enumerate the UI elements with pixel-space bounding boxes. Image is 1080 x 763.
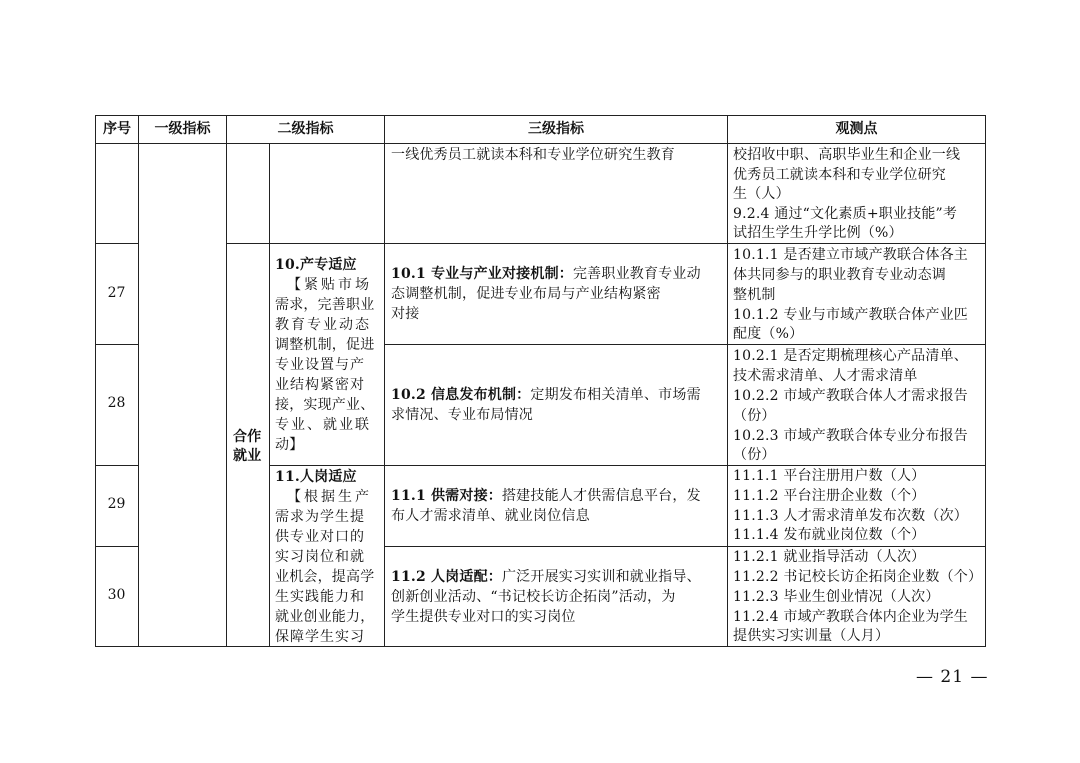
- page-number: — 21 —: [916, 667, 989, 687]
- obs-line: 11.2.3 毕业生创业情况（人次）: [733, 589, 940, 605]
- obs-line: 11.1.3 人才需求清单发布次数（次）: [733, 508, 968, 524]
- table-border-bottom: [95, 646, 986, 647]
- level2-11-line: 供专业对口的: [275, 529, 365, 545]
- level3-title: 10.1 专业与产业对接机制：: [391, 266, 573, 282]
- level3-line: 求情况、专业布局情况: [391, 407, 533, 423]
- header-observation: 观测点: [835, 121, 878, 137]
- level3-text: 完善职业教育专业动: [572, 266, 701, 282]
- level3-line: 态调整机制，促进专业布局与产业结构紧密: [391, 286, 661, 302]
- row-seq: 29: [107, 496, 126, 512]
- obs-line: 10.2.3 市域产教联合体专业分布报告: [733, 428, 968, 444]
- level2-10-line: 接，实现产业、: [275, 397, 375, 413]
- row-seq: 27: [107, 285, 126, 301]
- obs-line: 提供实习实训量（人月）: [733, 628, 890, 644]
- level2-11-line: 就业创业能力，: [275, 609, 375, 625]
- obs-line: 10.2.1 是否定期梳理核心产品清单、: [733, 348, 968, 364]
- obs-line: 11.2.1 就业指导活动（人次）: [733, 549, 926, 565]
- col-divider: [226, 115, 227, 647]
- level2-11-line: 需求为学生提: [275, 509, 365, 525]
- level2-11-line: 【根据生产: [287, 489, 372, 505]
- continued-obs-line: 优秀员工就读本科和专业学位研究: [733, 167, 946, 183]
- level2-10-line: 调整机制，促进: [275, 337, 375, 353]
- level2-10-line: 需求，完善职业: [275, 297, 375, 313]
- header-level2: 二级指标: [277, 121, 334, 137]
- level2-10-line: 【紧贴市场: [287, 277, 372, 293]
- level3-line: [391, 385, 701, 405]
- row-divider: [95, 465, 138, 466]
- obs-line: （份）: [733, 447, 776, 463]
- continued-obs-line: 9.2.4 通过“文化素质+职业技能”考: [733, 206, 958, 222]
- obs-line: 技术需求清单、人才需求清单: [733, 368, 918, 384]
- level3-text: 搭建技能人才供需信息平台，发: [501, 488, 701, 504]
- continued-obs-line: 生（人）: [733, 186, 790, 202]
- level3-line: 创新创业活动、“书记校长访企拓岗”活动，为: [391, 589, 676, 605]
- row-divider: [226, 243, 986, 244]
- obs-line: 10.1.2 专业与市域产教联合体产业匹: [733, 307, 968, 323]
- level2-10-title: 10.产专适应: [275, 257, 357, 273]
- level3-line: 布人才需求清单、就业岗位信息: [391, 508, 590, 524]
- row-divider: [95, 344, 138, 345]
- continued-obs-line: 试招生学生升学比例（%）: [733, 225, 903, 241]
- level2-10-line: 专业设置与产: [275, 357, 365, 373]
- level2-11-title: 11.人岗适应: [275, 469, 357, 485]
- level3-text: 定期发布相关清单、市场需: [530, 387, 701, 403]
- level2-10-line: 业结构紧密对: [275, 377, 365, 393]
- obs-line: 配度（%）: [733, 326, 804, 342]
- level2-11-line: 实习岗位和就: [275, 549, 365, 565]
- obs-line: 11.1.2 平台注册企业数（个）: [733, 488, 926, 504]
- level3-title: 10.2 信息发布机制：: [391, 387, 531, 403]
- continued-level3-text: 一线优秀员工就读本科和专业学位研究生教育: [391, 147, 675, 163]
- row-divider: [384, 344, 986, 345]
- level2-10-line: 专业、就业联: [275, 417, 371, 433]
- level3-text: 广泛开展实习实训和就业指导、: [501, 569, 701, 585]
- level2-11-line: 生实践能力和: [275, 589, 365, 605]
- col-divider: [138, 115, 139, 647]
- header-seq: 序号: [103, 121, 131, 137]
- level3-line: 学生提供专业对口的实习岗位: [391, 609, 576, 625]
- row-seq: 28: [107, 395, 126, 411]
- level3-title: 11.1 供需对接：: [391, 488, 502, 504]
- obs-line: 10.1.1 是否建立市域产教联合体各主: [733, 247, 968, 263]
- level3-line: [391, 486, 701, 506]
- level2-11-line: 保障学生实习: [275, 629, 365, 645]
- level2-10-line: 教育专业动态: [275, 317, 371, 333]
- obs-line: 10.2.2 市域产教联合体人才需求报告: [733, 388, 968, 404]
- col-divider: [384, 115, 385, 647]
- level1-label: 就业: [233, 448, 262, 464]
- level2-10-line: 动】: [275, 437, 304, 453]
- obs-line: 体共同参与的职业教育专业动态调: [733, 267, 946, 283]
- row-divider: [95, 546, 138, 547]
- header-divider: [95, 143, 986, 144]
- col-divider: [727, 115, 728, 647]
- obs-line: 11.2.4 市域产教联合体内企业为学生: [733, 609, 968, 625]
- level3-title: 11.2 人岗适配：: [391, 569, 502, 585]
- table-border-right: [985, 115, 986, 647]
- table-border-left: [95, 115, 96, 647]
- level1-label: 合作: [233, 429, 262, 445]
- level2-11-line: 业机会，提高学: [275, 569, 375, 585]
- header-level1: 一级指标: [154, 121, 211, 137]
- col-divider: [269, 143, 270, 647]
- continued-obs-line: 校招收中职、高职毕业生和企业一线: [733, 147, 961, 163]
- header-level3: 三级指标: [528, 121, 584, 137]
- obs-line: 11.1.4 发布就业岗位数（个）: [733, 527, 926, 543]
- obs-line: 11.1.1 平台注册用户数（人）: [733, 468, 926, 484]
- row-divider: [95, 243, 138, 244]
- level3-line: 对接: [391, 306, 420, 322]
- obs-line: 11.2.2 书记校长访企拓岗企业数（个）: [733, 569, 983, 585]
- level3-line: [391, 264, 701, 284]
- row-seq: 30: [107, 587, 126, 603]
- obs-line: 整机制: [733, 287, 776, 303]
- obs-line: （份）: [733, 408, 776, 424]
- level3-line: [391, 567, 701, 587]
